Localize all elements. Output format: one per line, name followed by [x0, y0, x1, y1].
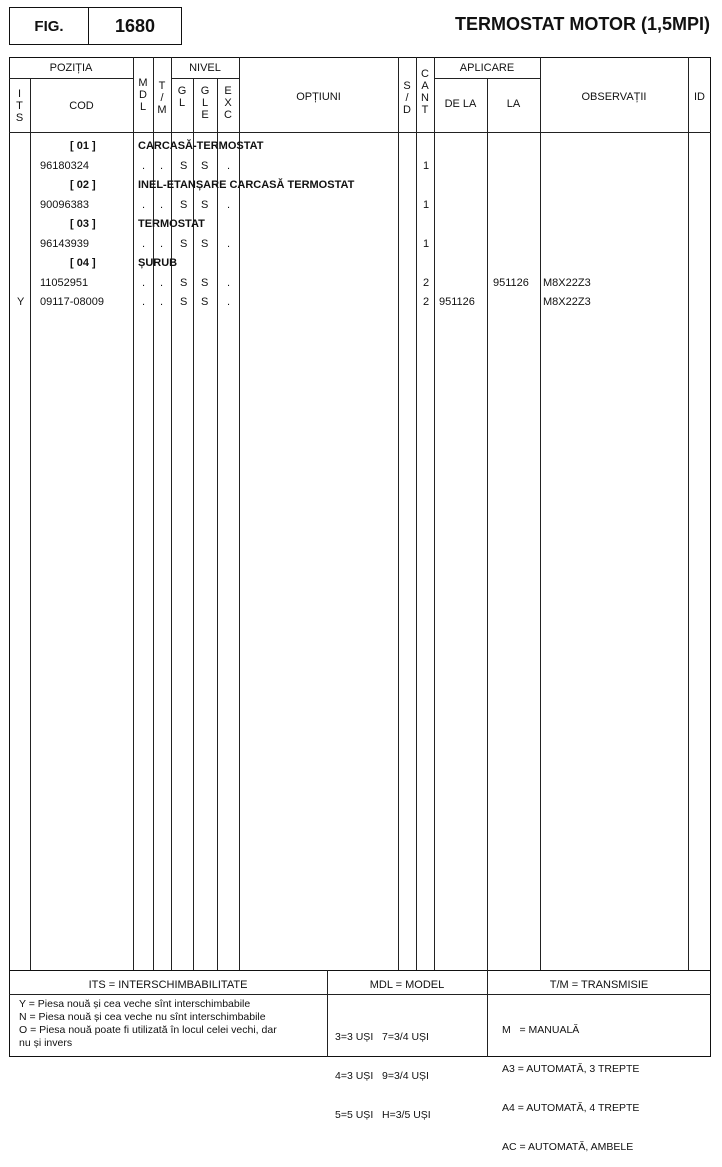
header-optiuni: OPȚIUNI	[296, 91, 341, 103]
header-exc: E X C	[224, 85, 232, 121]
header-divider	[171, 78, 239, 79]
cell-mdl: .	[142, 296, 146, 308]
cell-mdl: .	[142, 159, 146, 172]
cell-tm: .	[160, 198, 164, 211]
header-observatii: OBSERVAȚII	[581, 91, 647, 103]
fig-number-box	[88, 7, 182, 45]
header-pozitia: POZIȚIA	[49, 62, 93, 74]
cell-tm: .	[160, 159, 164, 172]
table-row	[0, 294, 722, 312]
group-name: TERMOSTAT	[138, 218, 205, 230]
header-divider	[9, 78, 133, 79]
header-cod: COD	[69, 100, 94, 112]
group-position: [ 03 ]	[70, 218, 96, 230]
cell-tm: .	[160, 237, 164, 250]
group-row	[0, 216, 722, 234]
legend-mdl-title: MDL = MODEL	[369, 979, 445, 991]
cell-cod: 90096383	[40, 198, 89, 211]
legend-mdl-text: 3=3 UȘI 7=3/4 UȘI 4=3 UȘI 9=3/4 UȘI 5=5 UȘI H=3/5 UȘI	[335, 1031, 431, 1121]
cell-its: Y	[17, 296, 25, 308]
table-row	[0, 236, 722, 254]
cell-cod: 09117-08009	[40, 296, 105, 308]
group-name: INEL-ETANȘARE CARCASĂ TERMOSTAT	[138, 179, 355, 191]
group-position: [ 02 ]	[70, 179, 96, 191]
cell-obs: M8X22Z3	[543, 276, 591, 289]
cell-tm: .	[160, 276, 164, 289]
cell-exc: .	[227, 159, 231, 172]
header-aplicare: APLICARE	[459, 62, 515, 74]
table-row	[0, 275, 722, 293]
cell-cod: 96143939	[40, 237, 89, 250]
header-cant: C A N T	[421, 68, 429, 116]
group-name: CARCASĂ-TERMOSTAT	[138, 140, 264, 152]
cell-cant: 2	[423, 276, 430, 289]
cell-cant: 2	[423, 296, 430, 308]
cell-exc: .	[227, 198, 231, 211]
cell-tm: .	[160, 296, 164, 308]
table-row	[0, 158, 722, 176]
header-gl: G L	[177, 85, 187, 109]
page-title: TERMOSTAT MOTOR (1,5MPI)	[455, 14, 710, 34]
cell-gl: S	[180, 276, 188, 289]
cell-gle: S	[201, 159, 209, 172]
cell-gle: S	[201, 296, 209, 308]
cell-cod: 96180324	[40, 159, 89, 172]
cell-la: 951126	[493, 276, 529, 289]
fig-label: FIG.	[34, 18, 64, 35]
legend-its-title: ITS = INTERSCHIMBABILITATE	[88, 979, 248, 991]
legend-top-line	[9, 970, 711, 971]
cell-dela: 951126	[439, 296, 475, 308]
cell-gl: S	[180, 159, 188, 172]
cell-mdl: .	[142, 237, 146, 250]
cell-gl: S	[180, 237, 188, 250]
legend-title-line	[9, 994, 711, 995]
cell-cant: 1	[423, 159, 430, 172]
header-its: I T S	[15, 88, 24, 124]
cell-cod: 11052951	[40, 276, 89, 289]
legend-its-text: Y = Piesa nouă și cea veche sînt interschimbabile N = Piesa nouă și cea veche nu sînt interschimbabile O = Piesa nouă poate fi utilizată în locul celei vechi, dar nu și invers	[19, 998, 277, 1049]
cell-mdl: .	[142, 276, 146, 289]
cell-exc: .	[227, 296, 231, 308]
header-divider	[434, 78, 540, 79]
legend-tm-title: T/M = TRANSMISIE	[549, 979, 649, 991]
header-nivel: NIVEL	[189, 62, 221, 74]
cell-exc: .	[227, 237, 231, 250]
cell-gle: S	[201, 276, 209, 289]
group-position: [ 01 ]	[70, 140, 96, 152]
header-la: LA	[506, 98, 521, 110]
header-bottom-line	[9, 132, 711, 133]
header-id: ID	[694, 91, 705, 103]
cell-obs: M8X22Z3	[543, 296, 591, 308]
group-name: ȘURUB	[138, 257, 178, 269]
cell-mdl: .	[142, 198, 146, 211]
fig-number: 1680	[114, 16, 156, 36]
cell-cant: 1	[423, 237, 430, 250]
table-row	[0, 197, 722, 215]
header-mdl: M D L	[138, 77, 148, 113]
group-row	[0, 177, 722, 195]
cell-gle: S	[201, 237, 209, 250]
group-row	[0, 138, 722, 156]
header-dela: DE LA	[444, 98, 477, 110]
cell-gle: S	[201, 198, 209, 211]
header-gle: G L E	[200, 85, 210, 121]
cell-gl: S	[180, 198, 188, 211]
group-position: [ 04 ]	[70, 257, 96, 269]
cell-exc: .	[227, 276, 231, 289]
legend-tm-text: M = MANUALĂ A3 = AUTOMATĂ, 3 TREPTE A4 = AUTOMATĂ, 4 TREPTE AC = AUTOMATĂ, AMBELE	[502, 1024, 640, 1153]
header-tm: T / M	[157, 80, 167, 116]
cell-cant: 1	[423, 198, 430, 211]
cell-gl: S	[180, 296, 188, 308]
header-sd: S / D	[403, 80, 411, 116]
fig-label-box	[9, 7, 89, 45]
group-row	[0, 255, 722, 273]
